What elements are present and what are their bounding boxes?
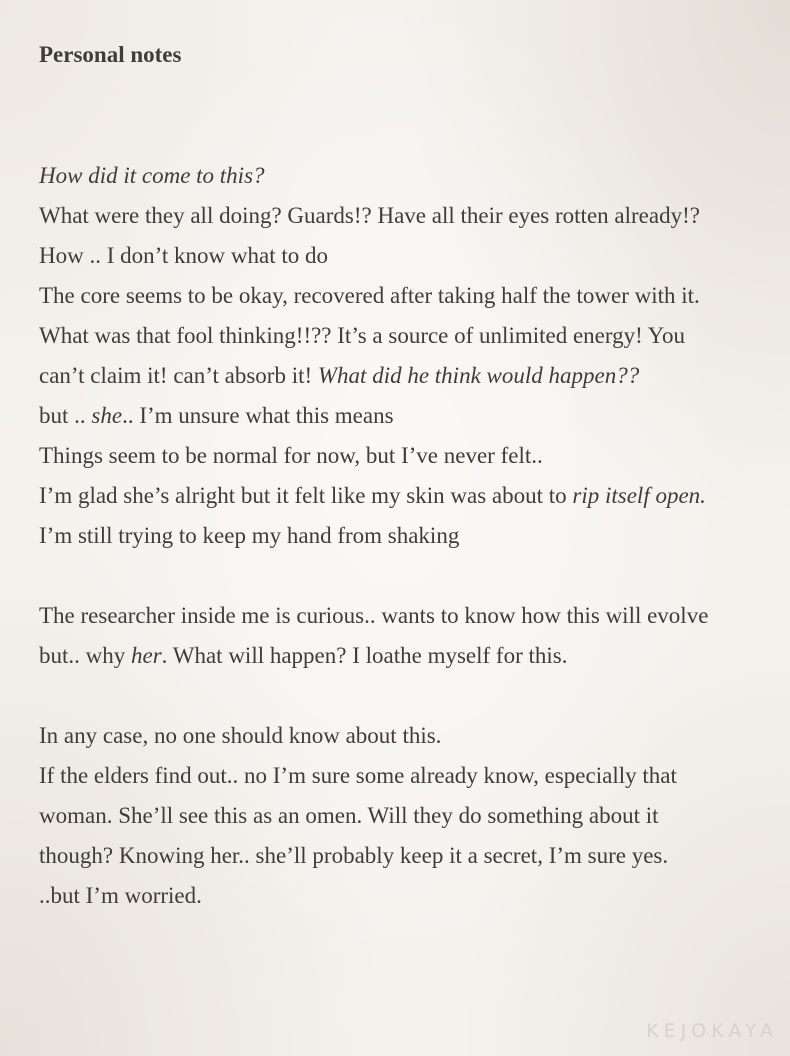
italic-text: her (131, 643, 162, 668)
journal-line: I’m still trying to keep my hand from shaking (39, 523, 460, 548)
text-segment: but.. why (39, 643, 131, 668)
journal-line (39, 156, 779, 196)
italic-text: What did he think would happen?? (317, 363, 640, 388)
watermark: KEJOKAYA (646, 1020, 778, 1042)
journal-line: What were they all doing? Guards!? Have all their eyes rotten already!? (39, 203, 700, 228)
journal-line: The researcher inside me is curious.. wants to know how this will evolve (39, 603, 709, 628)
journal-line: In any case, no one should know about this. (39, 723, 442, 748)
journal-line (39, 636, 779, 676)
page-title: Personal notes (39, 42, 182, 67)
italic-text: she (91, 403, 123, 428)
journal-line: though? Knowing her.. she’ll probably keep it a secret, I’m sure yes. (39, 843, 669, 868)
journal-line: How .. I don’t know what to do (39, 243, 328, 268)
journal-entry (39, 156, 779, 916)
journal-line: ..but I’m worried. (39, 883, 202, 908)
journal-line: woman. She’ll see this as an omen. Will they do something about it (39, 803, 659, 828)
italic-text: rip itself open. (572, 483, 706, 508)
journal-line: If the elders find out.. no I’m sure some already know, especially that (39, 763, 677, 788)
text-segment: but .. (39, 403, 92, 428)
journal-line (39, 356, 779, 396)
text-segment: I’m glad she’s alright but it felt like my skin was about to (39, 483, 573, 508)
journal-line: Things seem to be normal for now, but I’ve never felt.. (39, 443, 543, 468)
journal-line (39, 396, 779, 436)
journal-line (39, 476, 779, 516)
journal-line: What was that fool thinking!!?? It’s a source of unlimited energy! You (39, 323, 685, 348)
text-segment: can’t claim it! can’t absorb it! (39, 363, 318, 388)
italic-text: How did it come to this? (39, 163, 265, 188)
text-segment: . What will happen? I loathe myself for this. (161, 643, 568, 668)
paragraph-break (39, 676, 779, 716)
text-segment: .. I’m unsure what this means (122, 403, 394, 428)
journal-line: The core seems to be okay, recovered after taking half the tower with it. (39, 283, 700, 308)
paragraph-break (39, 556, 779, 596)
